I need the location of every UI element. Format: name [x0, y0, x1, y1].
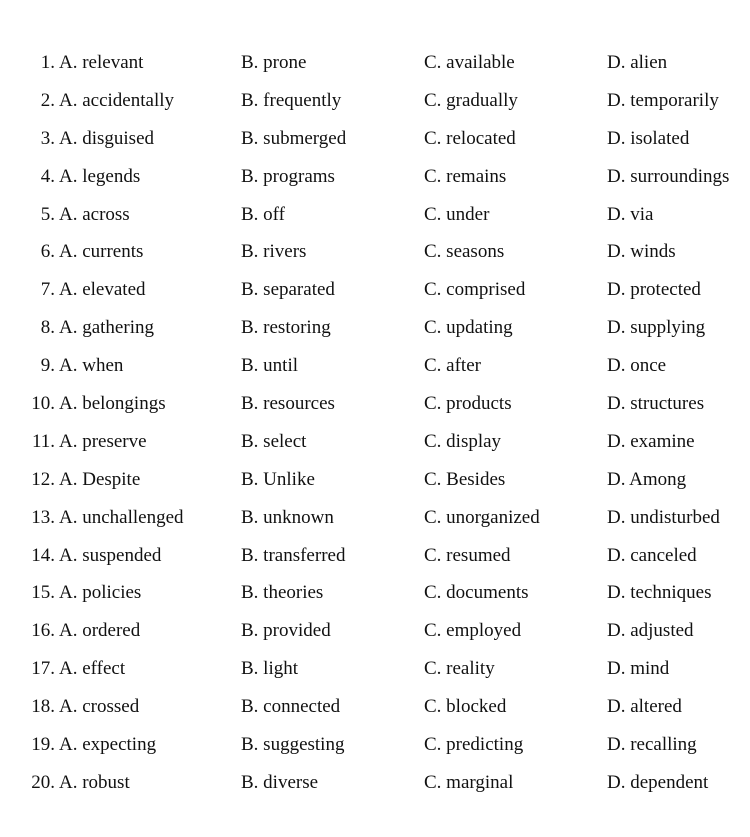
option-d: D. temporarily [607, 89, 719, 111]
option-b: B. programs [241, 165, 335, 187]
option-c: C. seasons [424, 241, 505, 263]
question-number: 3. [40, 127, 55, 149]
question-row-10 [0, 385, 750, 423]
question-number: 9. [40, 355, 55, 377]
option-a: A. when [59, 355, 124, 377]
option-d: D. winds [607, 241, 676, 263]
option-b: B. Unlike [241, 468, 315, 490]
option-d: D. protected [607, 279, 701, 301]
option-b: B. theories [241, 582, 324, 604]
option-c: C. display [424, 430, 502, 452]
option-a: A. disguised [59, 127, 154, 149]
question-row-16 [0, 612, 750, 650]
option-a: A. preserve [59, 430, 147, 452]
question-number: 14. [31, 544, 55, 566]
option-d: D. once [607, 355, 667, 377]
option-b: B. restoring [241, 317, 331, 339]
option-b: B. diverse [241, 771, 319, 793]
option-a: A. ordered [59, 620, 141, 642]
question-row-5 [0, 196, 750, 234]
option-c: C. documents [424, 582, 529, 604]
option-a: A. unchallenged [59, 506, 184, 528]
question-row-15 [0, 574, 750, 612]
option-a: A. across [59, 203, 130, 225]
option-d: D. dependent [607, 771, 709, 793]
question-number: 19. [31, 734, 55, 756]
option-c: C. comprised [424, 279, 526, 301]
option-d: D. canceled [607, 544, 697, 566]
option-a: A. effect [59, 658, 126, 680]
question-row-20 [0, 764, 750, 802]
option-d: D. techniques [607, 582, 712, 604]
option-b: B. frequently [241, 89, 342, 111]
question-number: 8. [40, 317, 55, 339]
option-c: C. after [424, 355, 481, 377]
option-a: A. currents [59, 241, 144, 263]
option-b: B. prone [241, 52, 307, 73]
question-number: 12. [31, 468, 55, 490]
question-row-3 [0, 120, 750, 158]
question-row-11 [0, 423, 750, 461]
option-b: B. provided [241, 620, 331, 642]
option-a: A. crossed [59, 696, 140, 718]
option-c: C. gradually [424, 89, 518, 111]
option-b: B. submerged [241, 127, 347, 149]
question-row-12 [0, 461, 750, 499]
option-d: D. isolated [607, 127, 690, 149]
option-b: B. until [241, 355, 299, 377]
option-c: C. resumed [424, 544, 511, 566]
question-row-13 [0, 499, 750, 537]
question-row-8 [0, 309, 750, 347]
option-b: B. rivers [241, 241, 307, 263]
option-b: B. resources [241, 393, 335, 415]
question-row-1 [0, 44, 750, 82]
question-row-4 [0, 158, 750, 196]
option-c: C. employed [424, 620, 522, 642]
option-a: A. legends [59, 165, 141, 187]
option-b: B. select [241, 430, 307, 452]
question-row-19 [0, 726, 750, 764]
question-number: 17. [31, 658, 55, 680]
option-a: A. elevated [59, 279, 146, 301]
option-a: A. policies [59, 582, 142, 604]
question-number: 5. [40, 203, 55, 225]
option-c: C. relocated [424, 127, 516, 149]
option-a: A. gathering [59, 317, 154, 339]
option-b: B. off [241, 203, 285, 225]
option-c: C. under [424, 203, 490, 225]
question-row-14 [0, 537, 750, 575]
question-row-6 [0, 233, 750, 271]
option-a: A. Despite [59, 468, 141, 490]
question-row-2 [0, 82, 750, 120]
option-a: A. accidentally [59, 89, 175, 111]
question-row-7 [0, 271, 750, 309]
option-d: D. mind [607, 658, 670, 680]
question-number: 4. [40, 165, 55, 187]
option-b: B. suggesting [241, 734, 345, 756]
option-d: D. recalling [607, 734, 697, 756]
option-c: C. unorganized [424, 506, 540, 528]
option-c: C. reality [424, 658, 495, 680]
option-d: D. undisturbed [607, 506, 720, 528]
option-c: C. blocked [424, 696, 507, 718]
question-number: 7. [40, 279, 55, 301]
question-row-9 [0, 347, 750, 385]
option-c: C. products [424, 393, 512, 415]
option-d: D. supplying [607, 317, 706, 339]
option-d: D. adjusted [607, 620, 694, 642]
option-d: D. surroundings [607, 165, 730, 187]
option-a: A. expecting [59, 734, 157, 756]
option-c: C. marginal [424, 771, 514, 793]
option-a: A. robust [59, 771, 130, 793]
question-number: 2. [40, 89, 55, 111]
question-number: 18. [31, 696, 55, 718]
option-d: D. structures [607, 393, 705, 415]
option-b: B. connected [241, 696, 341, 718]
question-number: 20. [31, 771, 55, 793]
question-row-18 [0, 688, 750, 726]
question-number: 10. [31, 393, 55, 415]
question-number: 16. [31, 620, 55, 642]
option-c: C. updating [424, 317, 513, 339]
option-d: D. Among [607, 468, 687, 490]
option-a: A. relevant [59, 52, 144, 73]
question-number: 13. [31, 506, 55, 528]
option-b: B. light [241, 658, 299, 680]
option-b: B. separated [241, 279, 335, 301]
question-number: 6. [40, 241, 55, 263]
question-number: 1. [40, 52, 55, 73]
question-number: 15. [31, 582, 55, 604]
question-number: 11. [31, 430, 55, 452]
option-d: D. alien [607, 52, 668, 73]
option-a: A. suspended [59, 544, 162, 566]
option-d: D. examine [607, 430, 695, 452]
option-c: C. available [424, 52, 515, 73]
option-b: B. transferred [241, 544, 346, 566]
option-b: B. unknown [241, 506, 334, 528]
option-d: D. via [607, 203, 654, 225]
option-c: C. remains [424, 165, 507, 187]
option-c: C. predicting [424, 734, 524, 756]
question-row-17 [0, 650, 750, 688]
option-c: C. Besides [424, 468, 506, 490]
option-a: A. belongings [59, 393, 166, 415]
question-list [0, 44, 750, 802]
option-d: D. altered [607, 696, 682, 718]
